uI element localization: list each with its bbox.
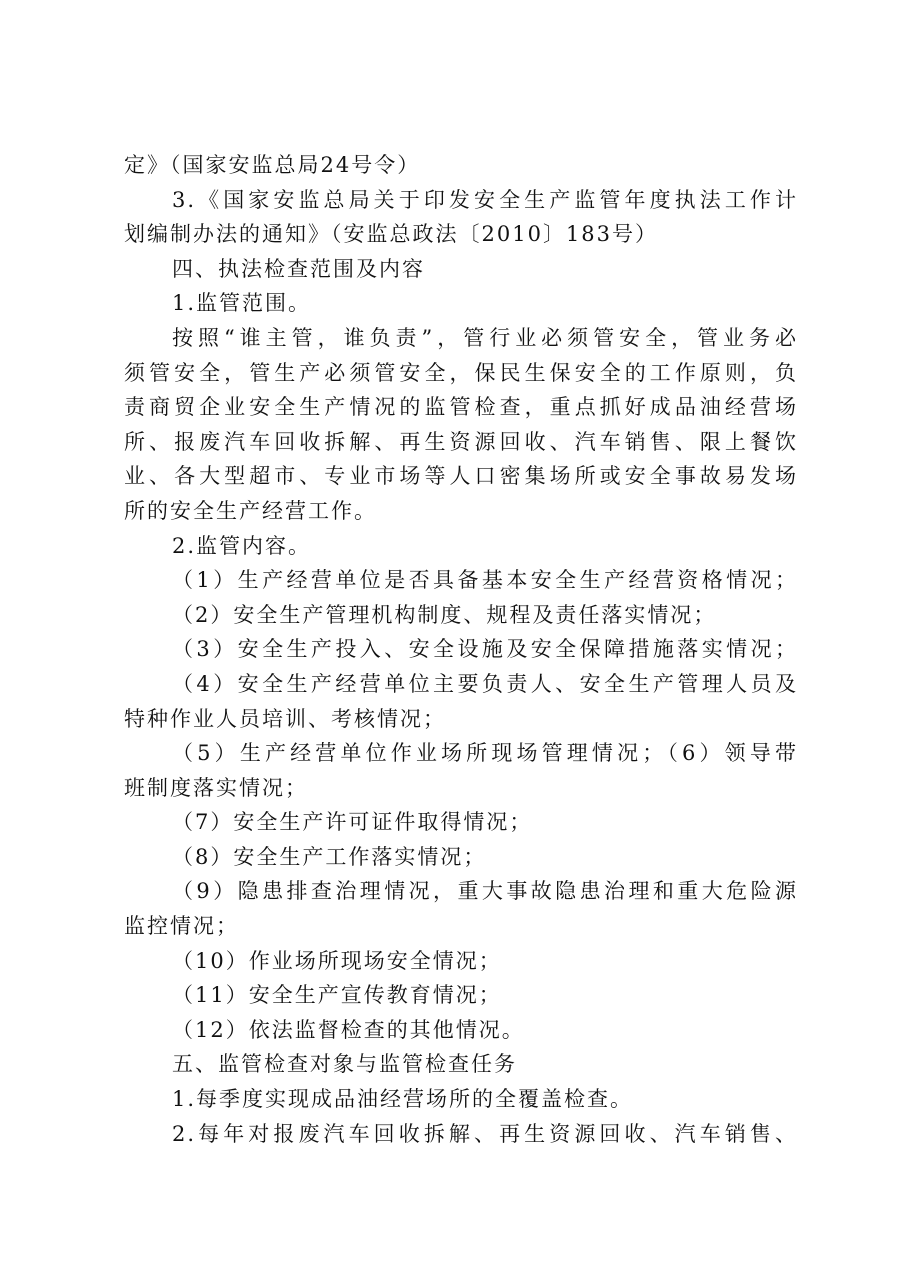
text-line: 2.每年对报废汽车回收拆解、再生资源回收、汽车销售、 xyxy=(172,1121,798,1146)
text-line: 监控情况； xyxy=(124,914,239,939)
text-line: （10）作业场所现场安全情况； xyxy=(172,948,502,973)
text-line: （12）依法监督检查的其他情况。 xyxy=(172,1017,525,1042)
text-line: （9）隐患排查治理情况，重大事故隐患治理和重大危险源 xyxy=(172,879,798,904)
text-line: 五、监管检查对象与监管检查任务 xyxy=(172,1052,517,1077)
document-body xyxy=(124,148,798,1151)
text-line: 所、报废汽车回收拆解、再生资源回收、汽车销售、限上餐饮 xyxy=(124,429,798,454)
text-line: 3.《国家安监总局关于印发安全生产监管年度执法工作计 xyxy=(172,187,798,212)
text-line: 特种作业人员培训、考核情况； xyxy=(124,706,446,731)
text-line: （5）生产经营单位作业场所现场管理情况；（6）领导带 xyxy=(172,741,798,766)
text-line: 责商贸企业安全生产情况的监管检查，重点抓好成品油经营场 xyxy=(124,395,798,420)
text-line: （8）安全生产工作落实情况； xyxy=(172,844,487,869)
text-line: 须管安全，管生产必须管安全，保民生保安全的工作原则，负 xyxy=(124,360,798,385)
text-line: （1）生产经营单位是否具备基本安全生产经营资格情况； xyxy=(172,568,798,593)
text-line: 班制度落实情况； xyxy=(124,775,308,800)
text-line: 定》（国家安监总局24号令） xyxy=(124,153,421,177)
text-line: 划编制办法的通知》（安监总政法〔2010〕183号） xyxy=(124,222,659,247)
text-line: （11）安全生产宣传教育情况； xyxy=(172,983,502,1008)
text-line: （3）安全生产投入、安全设施及安全保障措施落实情况； xyxy=(172,637,798,662)
text-line: 2.监管内容。 xyxy=(172,533,312,558)
text-line: （4）安全生产经营单位主要负责人、安全生产管理人员及 xyxy=(172,671,798,696)
text-line: 按照“谁主管，谁负责”，管行业必须管安全，管业务必 xyxy=(172,325,798,350)
text-line: （2）安全生产管理机构制度、规程及责任落实情况； xyxy=(172,602,717,627)
text-line: 业、各大型超市、专业市场等人口密集场所或安全事故易发场 xyxy=(124,464,798,489)
text-line: 1.监管范围。 xyxy=(172,291,312,316)
text-line: 1.每季度实现成品油经营场所的全覆盖检查。 xyxy=(172,1087,634,1112)
text-line: （7）安全生产许可证件取得情况； xyxy=(172,810,533,835)
text-line: 所的安全生产经营工作。 xyxy=(124,498,377,523)
text-line: 四、执法检查范围及内容 xyxy=(172,256,425,281)
